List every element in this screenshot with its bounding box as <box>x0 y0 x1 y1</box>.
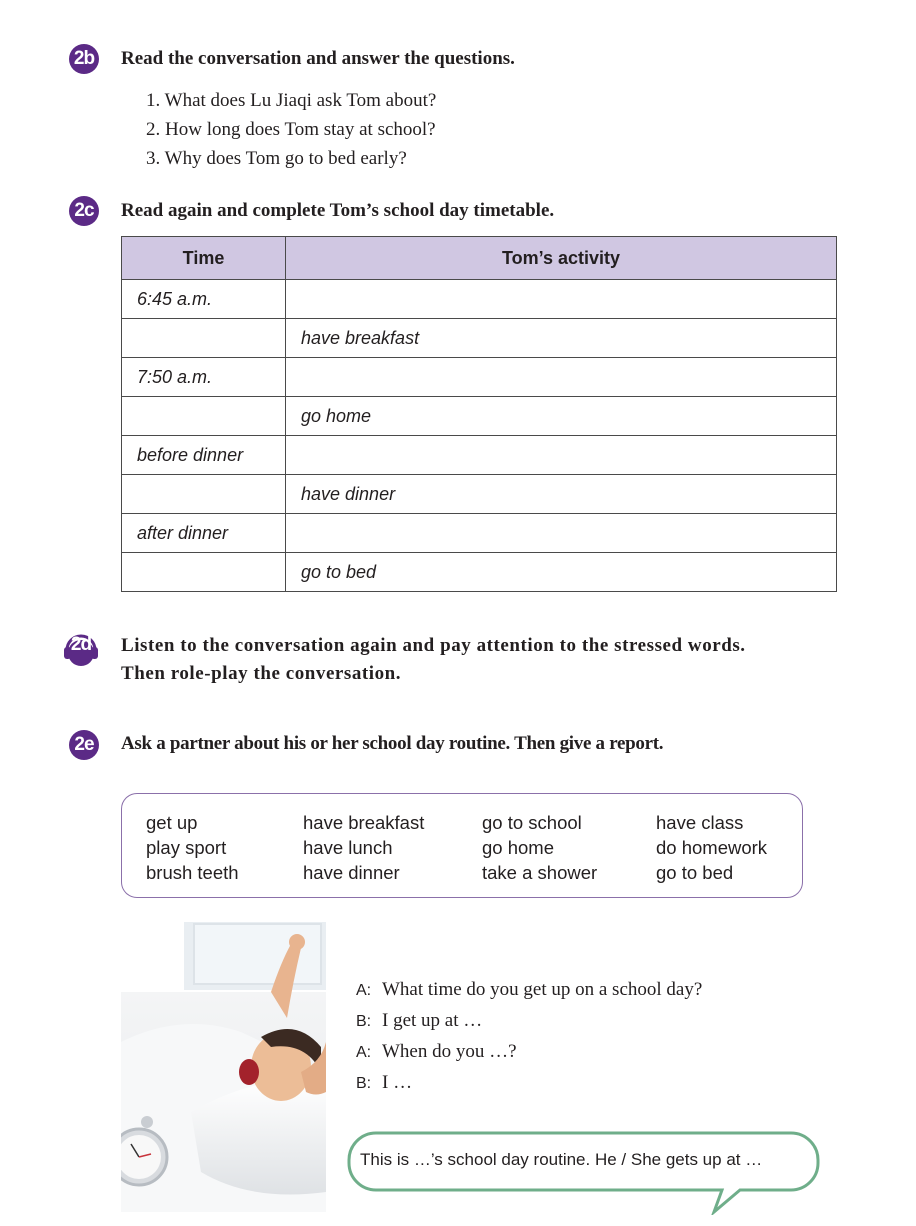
word-item: take a shower <box>482 862 598 883</box>
dialog <box>356 975 702 1099</box>
timetable-header-row <box>122 237 837 280</box>
activity-cell[interactable]: go home <box>286 397 837 436</box>
speech-bubble <box>346 1130 821 1215</box>
badge-2d: 2d <box>70 634 92 655</box>
time-cell[interactable]: 6:45 a.m. <box>122 280 286 319</box>
header-activity: Tom’s activity <box>286 237 837 280</box>
speaker-label: A: <box>356 1044 372 1061</box>
word-bank-column <box>146 810 239 885</box>
dialog-text: When do you …? <box>382 1041 517 1062</box>
heading-2e: Ask a partner about his or her school day routine. Then give a report. <box>121 733 664 754</box>
boy-waking-photo <box>121 922 326 1212</box>
word-bank-column <box>482 810 597 885</box>
speaker-label: B: <box>356 1013 372 1030</box>
word-item: have lunch <box>303 837 393 858</box>
question-list <box>146 86 436 173</box>
activity-cell[interactable] <box>286 514 837 553</box>
dialog-line <box>356 1006 702 1037</box>
word-item: brush teeth <box>146 862 239 883</box>
dialog-text: I get up at … <box>382 1010 483 1031</box>
badge-2b: 2b <box>69 44 99 74</box>
activity-cell[interactable] <box>286 358 837 397</box>
table-row <box>122 280 837 319</box>
heading-2d-line1: Listen to the conversation again and pay attention to the stressed words. <box>121 635 746 656</box>
activity-cell[interactable]: go to bed <box>286 553 837 592</box>
table-row <box>122 436 837 475</box>
time-cell[interactable] <box>122 397 286 436</box>
activity-cell[interactable]: have breakfast <box>286 319 837 358</box>
word-item: have class <box>656 812 744 833</box>
word-item: have dinner <box>303 862 400 883</box>
table-row <box>122 553 837 592</box>
time-cell[interactable]: 7:50 a.m. <box>122 358 286 397</box>
table-row <box>122 397 837 436</box>
dialog-text: I … <box>382 1072 413 1093</box>
heading-2d-line2: Then role-play the conversation. <box>121 663 402 684</box>
word-bank <box>121 793 803 898</box>
word-item: get up <box>146 812 198 833</box>
dialog-line <box>356 975 702 1006</box>
word-item: go home <box>482 837 554 858</box>
heading-2c: Read again and complete Tom’s school day timetable. <box>121 200 555 221</box>
table-row <box>122 475 837 514</box>
table-row <box>122 514 837 553</box>
speaker-label: B: <box>356 1075 372 1092</box>
activity-cell[interactable]: have dinner <box>286 475 837 514</box>
table-row <box>122 358 837 397</box>
question-item: 2. How long does Tom stay at school? <box>146 119 436 140</box>
word-item: go to school <box>482 812 582 833</box>
table-row <box>122 319 837 358</box>
timetable <box>121 236 837 592</box>
question-item: 1. What does Lu Jiaqi ask Tom about? <box>146 90 437 111</box>
dialog-text: What time do you get up on a school day? <box>382 979 703 1000</box>
badge-2c: 2c <box>69 196 99 226</box>
header-time: Time <box>122 237 286 280</box>
activity-cell[interactable] <box>286 280 837 319</box>
word-bank-column <box>656 810 767 885</box>
time-cell[interactable]: before dinner <box>122 436 286 475</box>
word-item: go to bed <box>656 862 734 883</box>
question-item: 3. Why does Tom go to bed early? <box>146 148 407 169</box>
activity-cell[interactable] <box>286 436 837 475</box>
time-cell[interactable] <box>122 553 286 592</box>
word-item: do homework <box>656 837 768 858</box>
word-item: have breakfast <box>303 812 425 833</box>
word-bank-column <box>303 810 424 885</box>
time-cell[interactable] <box>122 475 286 514</box>
badge-2e: 2e <box>69 730 99 760</box>
photo-illustration <box>121 922 326 1212</box>
speech-bubble-text: This is …’s school day routine. He / She gets up at … <box>360 1150 763 1169</box>
dialog-line <box>356 1068 702 1099</box>
heading-2b: Read the conversation and answer the questions. <box>121 48 515 69</box>
word-item: play sport <box>146 837 227 858</box>
time-cell[interactable]: after dinner <box>122 514 286 553</box>
dialog-line <box>356 1037 702 1068</box>
speaker-label: A: <box>356 982 372 999</box>
time-cell[interactable] <box>122 319 286 358</box>
